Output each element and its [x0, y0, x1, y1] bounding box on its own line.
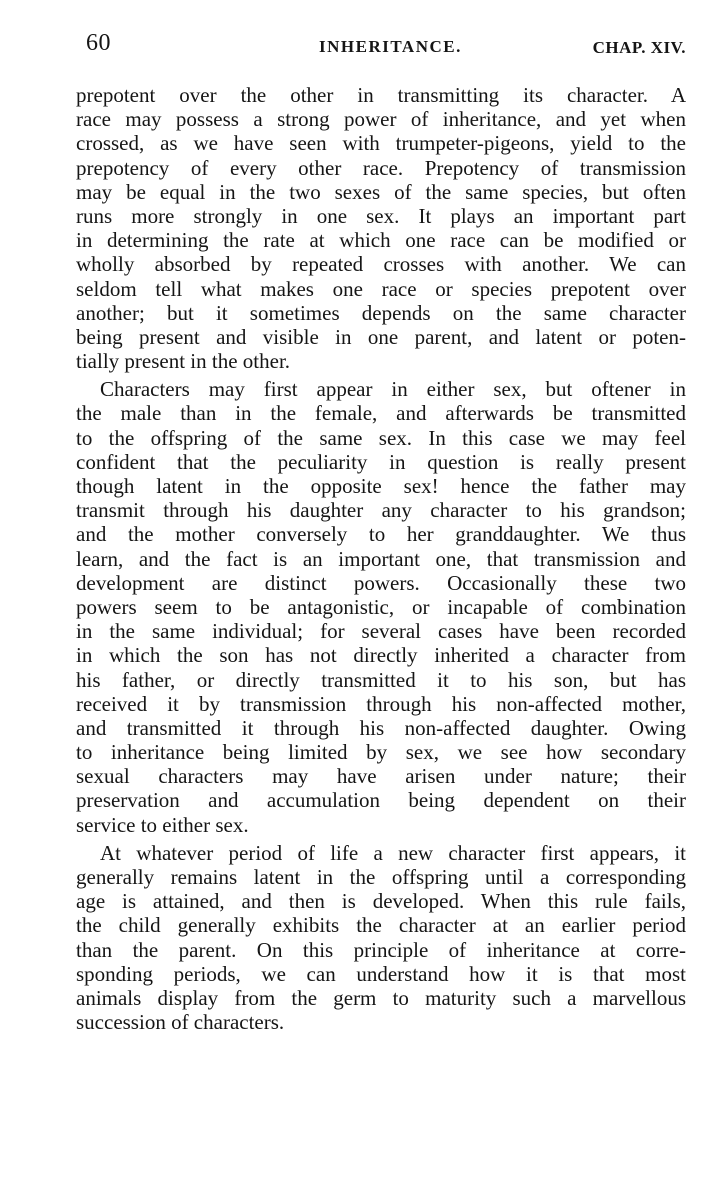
text-line: though latent in the opposite sex! hence the father may — [76, 474, 686, 498]
text-line: runs more strongly in one sex. It plays an important part — [76, 203, 686, 228]
text-line: sponding periods, we can understand how it is that most — [76, 961, 686, 986]
text-line: transmit through his daughter any character to his grandson; — [76, 498, 686, 523]
text-line: his father, or directly transmitted it to his son, but has — [76, 667, 686, 692]
text-line: development are distinct powers. Occasionally these two — [76, 570, 686, 595]
text-line: powers seem to be antagonistic, or incapable of combination — [76, 594, 686, 619]
text-line: in the same individual; for several cases have been recorded — [76, 619, 686, 644]
running-title: INHERITANCE. — [319, 37, 462, 56]
text-line: the child generally exhibits the character at an earlier period — [76, 913, 686, 938]
body-text — [76, 83, 686, 1034]
text-line: service to either sex. — [76, 812, 249, 837]
running-head — [86, 30, 686, 64]
text-line: Characters may first appear in either sex, but oftener in — [100, 377, 686, 402]
text-line: tially present in the other. — [76, 349, 291, 374]
text-line: confident that the peculiarity in question is really present — [76, 449, 686, 474]
text-line: may be equal in the two sexes of the same species, but often — [76, 179, 686, 204]
page-number: 60 — [86, 30, 111, 56]
text-line: to inheritance being limited by sex, we see how secondary — [76, 740, 686, 765]
text-line: prepotency of every other race. Prepotency of transmission — [76, 155, 686, 180]
text-line: prepotent over the other in transmitting its character. A — [76, 83, 686, 107]
text-line: seldom tell what makes one race or species prepotent over — [76, 276, 686, 301]
paragraph-3 — [76, 841, 686, 1035]
text-line: and transmitted it through his non-affected daughter. Owing — [76, 715, 686, 740]
paragraph-2 — [76, 377, 686, 837]
text-line: learn, and the fact is an important one, that transmission and — [76, 546, 686, 571]
text-line: to the offspring of the same sex. In this case we may feel — [76, 425, 686, 450]
text-line: preservation and accumulation being dependent on their — [76, 788, 686, 813]
text-line: age is attained, and then is developed. When this rule fails, — [76, 889, 686, 914]
text-line: being present and visible in one parent, and latent or poten- — [76, 324, 686, 349]
paragraph-1 — [76, 83, 686, 373]
text-line: At whatever period of life a new character first appears, it — [100, 840, 686, 865]
text-line: in determining the rate at which one race can be modified or — [76, 228, 686, 253]
text-line: race may possess a strong power of inheritance, and yet when — [76, 107, 686, 132]
text-line: in which the son has not directly inherited a character from — [76, 643, 686, 668]
text-line: than the parent. On this principle of inheritance at corre- — [76, 937, 686, 962]
text-line: generally remains latent in the offspring until a corresponding — [76, 865, 686, 889]
text-line: crossed, as we have seen with trumpeter-pigeons, yield to the — [76, 131, 686, 156]
text-line: wholly absorbed by repeated crosses with another. We can — [76, 252, 686, 277]
text-line: the male than in the female, and afterwards be transmitted — [76, 401, 686, 426]
text-line: succession of characters. — [76, 1010, 285, 1035]
text-line: another; but it sometimes depends on the same character — [76, 300, 686, 325]
text-line: received it by transmission through his non-affected mother, — [76, 691, 686, 716]
text-line: animals display from the germ to maturity such a marvellous — [76, 985, 686, 1010]
text-line: sexual characters may have arisen under nature; their — [76, 764, 686, 789]
text-line: and the mother conversely to her granddaughter. We thus — [76, 522, 686, 547]
chapter-label: CHAP. XIV. — [592, 38, 686, 57]
